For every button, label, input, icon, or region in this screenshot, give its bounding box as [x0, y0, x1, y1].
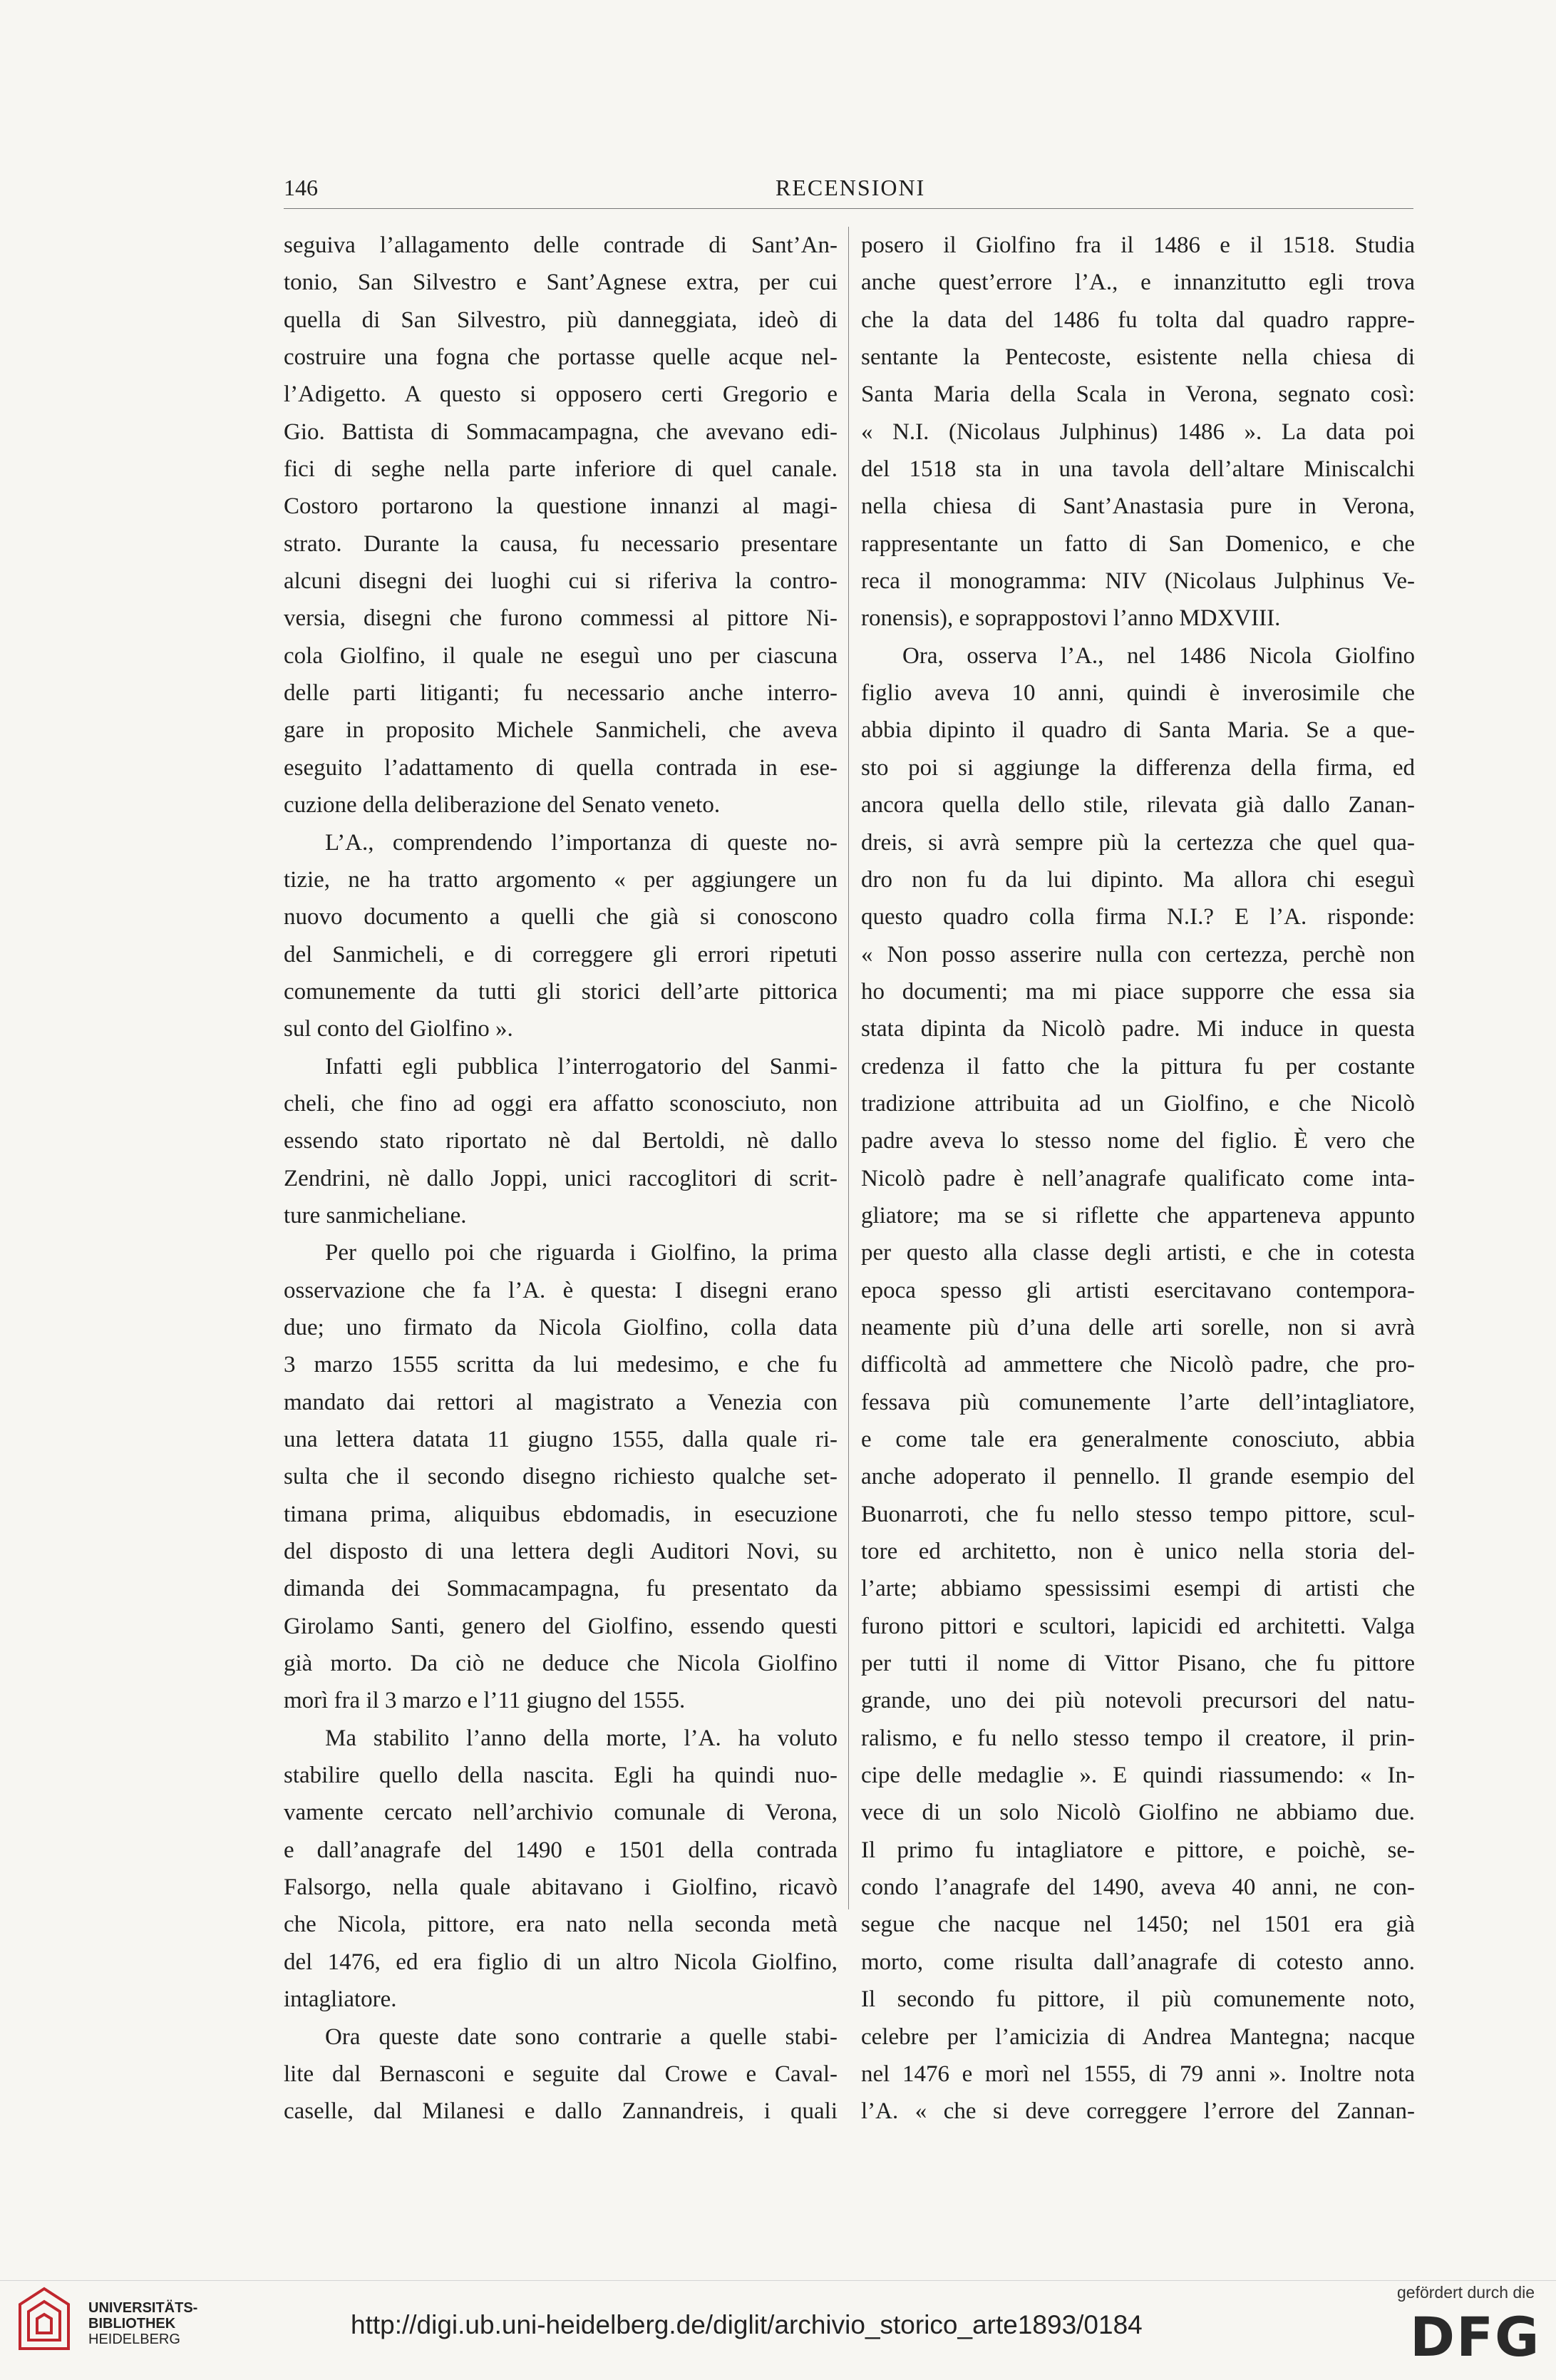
text-line: reca il monogramma: NIV (Nicolaus Julphinus Ve-	[861, 568, 1415, 595]
text-line: Ma stabilito l’anno della morte, l’A. ha voluto	[325, 1725, 838, 1751]
text-line: rappresentante un fatto di San Domenico, e che	[861, 530, 1415, 557]
text-line: figlio aveva 10 anni, quindi è inverosimile che	[861, 680, 1415, 707]
page-number: 146	[284, 175, 318, 200]
text-line: Falsorgo, nella quale abitavano i Giolfino, ricavò	[284, 1874, 838, 1901]
library-name-line-1: UNIVERSITÄTS-	[88, 2300, 198, 2316]
header-rule	[284, 208, 1413, 209]
text-line: dimanda dei Sommacampagna, fu presentato da	[284, 1576, 838, 1602]
text-line: e dall’anagrafe del 1490 e 1501 della contrada	[284, 1837, 838, 1863]
text-line: gliatore; ma se si riflette che apparteneva appunto	[861, 1202, 1415, 1229]
right-text-column	[861, 227, 1415, 2130]
text-line: tonio, San Silvestro e Sant’Agnese extra, per cui	[284, 270, 838, 296]
text-line: L’A., comprendendo l’importanza di queste no-	[325, 829, 838, 856]
text-line: tradizione attribuita ad un Giolfino, e che Nicolò	[861, 1090, 1415, 1117]
text-line: due; uno firmato da Nicola Giolfino, colla data	[284, 1314, 838, 1340]
text-line: « N.I. (Nicolaus Julphinus) 1486 ». La data poi	[861, 419, 1415, 445]
text-line: alcuni disegni dei luoghi cui si riferiva la contro-	[284, 568, 838, 595]
text-line: seguiva l’allagamento delle contrade di Sant’An-	[284, 232, 838, 258]
text-line: ronensis), e soprappostovi l’anno MDXVIII.	[861, 605, 1281, 632]
text-line: Ora, osserva l’A., nel 1486 Nicola Giolfino	[902, 642, 1415, 669]
text-line: caselle, dal Milanesi e dallo Zannandreis, i quali	[284, 2098, 838, 2125]
text-line: vamente cercato nell’archivio comunale di Verona,	[284, 1800, 838, 1826]
library-name-line-3: HEIDELBERG	[88, 2332, 180, 2347]
text-line: abbia dipinto il quadro di Santa Maria. Se a que-	[861, 717, 1415, 744]
dfg-logo: DFG	[1410, 2305, 1541, 2369]
text-line: Nicolò padre è nell’anagrafe qualificato come inta-	[861, 1165, 1415, 1191]
text-line: stabilire quello della nascita. Egli ha quindi nuo-	[284, 1763, 838, 1789]
text-line: difficoltà ad ammettere che Nicolò padre, che pro-	[861, 1352, 1415, 1378]
text-line: del Sanmicheli, e di correggere gli errori ripetuti	[284, 941, 838, 968]
text-line: comunemente da tutti gli storici dell’arte pittorica	[284, 978, 838, 1005]
text-line: cuzione della deliberazione del Senato veneto.	[284, 792, 721, 819]
text-line: furono pittori e scultori, lapicidi ed architetti. Valga	[861, 1613, 1415, 1639]
text-line: Buonarroti, che fu nello stesso tempo pittore, scul-	[861, 1501, 1415, 1527]
text-line: questo quadro colla firma N.I.? E l’A. risponde:	[861, 904, 1415, 930]
text-line: l’arte; abbiamo spessissimi esempi di artisti che	[861, 1576, 1415, 1602]
text-line: che la data del 1486 fu tolta dal quadro rappre-	[861, 307, 1415, 333]
text-line: Il secondo fu pittore, il più comunemente noto,	[861, 1986, 1415, 2013]
text-line: anche quest’errore l’A., e innanzitutto egli trova	[861, 270, 1415, 296]
text-line: segue che nacque nel 1450; nel 1501 era già	[861, 1912, 1415, 1938]
text-line: una lettera datata 11 giugno 1555, dalla quale ri-	[284, 1427, 838, 1452]
text-line: ancora quella dello stile, rilevata già dallo Zanan-	[861, 792, 1415, 819]
text-line: Zendrini, nè dallo Joppi, unici raccoglitori di scrit-	[284, 1165, 838, 1191]
text-line: gare in proposito Michele Sanmicheli, che aveva	[284, 717, 838, 744]
text-line: strato. Durante la causa, fu necessario presentare	[284, 530, 838, 557]
text-line: « Non posso asserire nulla con certezza, perchè non	[861, 941, 1415, 968]
text-line: l’A. « che si deve correggere l’errore del Zannan-	[861, 2098, 1415, 2125]
text-line: per tutti il nome di Vittor Pisano, che fu pittore	[861, 1651, 1415, 1677]
text-line: eseguito l’adattamento di quella contrada in ese-	[284, 754, 838, 781]
text-line: cipe delle medaglie ». E quindi riassumendo: « In-	[861, 1763, 1415, 1789]
text-line: sto poi si aggiunge la differenza della firma, ed	[861, 754, 1415, 781]
text-line: Girolamo Santi, genero del Giolfino, essendo questi	[284, 1613, 838, 1639]
text-line: morì fra il 3 marzo e l’11 giugno del 1555.	[284, 1688, 686, 1714]
text-line: l’Adigetto. A questo si opposero certi Gregorio e	[284, 381, 838, 408]
text-line: cheli, che fino ad oggi era affatto sconosciuto, non	[284, 1090, 838, 1117]
text-line: Per quello poi che riguarda i Giolfino, la prima	[325, 1240, 838, 1266]
text-line: epoca spesso gli artisti esercitavano contempora-	[861, 1277, 1415, 1303]
text-line: morto, come risulta dall’anagrafe di cotesto anno.	[861, 1949, 1415, 1975]
text-line: intagliatore.	[284, 1986, 397, 2013]
text-line: Il primo fu intagliatore e pittore, e poichè, se-	[861, 1837, 1415, 1863]
text-line: già morto. Da ciò ne deduce che Nicola Giolfino	[284, 1651, 838, 1677]
text-line: condo l’anagrafe del 1490, aveva 40 anni, ne con-	[861, 1874, 1415, 1901]
text-line: 3 marzo 1555 scritta da lui medesimo, e che fu	[284, 1352, 838, 1378]
running-title: RECENSIONI	[776, 175, 926, 200]
text-line: ralismo, e fu nello stesso tempo il creatore, il prin-	[861, 1725, 1415, 1751]
text-line: dro non fu da lui dipinto. Ma allora chi eseguì	[861, 866, 1415, 893]
text-line: costruire una fogna che portasse quelle acque nel-	[284, 344, 838, 371]
text-line: cola Giolfino, il quale ne eseguì uno per ciascuna	[284, 642, 838, 669]
text-line: ture sanmicheliane.	[284, 1202, 467, 1229]
text-line: Gio. Battista di Sommacampagna, che avevano edi-	[284, 419, 838, 445]
text-line: posero il Giolfino fra il 1486 e il 1518. Studia	[861, 232, 1415, 258]
text-line: neamente più d’una delle arti sorelle, non si avrà	[861, 1314, 1415, 1340]
text-line: del 1476, ed era figlio di un altro Nicola Giolfino,	[284, 1949, 838, 1975]
library-name	[88, 2300, 197, 2347]
text-line: Ora queste date sono contrarie a quelle stabi-	[325, 2023, 838, 2050]
funder-text: gefördert durch die	[1397, 2283, 1535, 2302]
text-line: fessava più comunemente l’arte dell’intagliatore,	[861, 1389, 1415, 1415]
text-line: stata dipinta da Nicolò padre. Mi induce in questa	[861, 1016, 1415, 1042]
text-line: osservazione che fa l’A. è questa: I disegni erano	[284, 1277, 838, 1303]
page-header	[284, 175, 1413, 203]
text-line: sentante la Pentecoste, esistente nella chiesa di	[861, 344, 1415, 371]
text-line: Infatti egli pubblica l’interrogatorio del Sanmi-	[325, 1053, 838, 1079]
text-line: Santa Maria della Scala in Verona, segnato così:	[861, 381, 1415, 408]
text-line: del 1518 sta in una tavola dell’altare Miniscalchi	[861, 456, 1415, 483]
text-line: sulta che il secondo disegno richiesto qualche set-	[284, 1464, 838, 1490]
library-name-line-2: BIBLIOTHEK	[88, 2316, 176, 2332]
text-line: celebre per l’amicizia di Andrea Mantegna; nacque	[861, 2023, 1415, 2050]
text-line: mandato dai rettori al magistrato a Venezia con	[284, 1389, 838, 1415]
heidelberg-library-logo-icon	[14, 2283, 73, 2354]
text-line: dreis, si avrà sempre più la certezza che quel qua-	[861, 829, 1415, 856]
text-line: versia, disegni che furono commessi al pittore Ni-	[284, 605, 838, 632]
text-line: per questo alla classe degli artisti, e che in cotesta	[861, 1240, 1415, 1266]
text-line: tore ed architetto, non è unico nella storia del-	[861, 1539, 1415, 1565]
text-line: credenza il fatto che la pittura fu per costante	[861, 1053, 1415, 1079]
text-line: essendo stato riportato nè dal Bertoldi, nè dallo	[284, 1128, 838, 1154]
text-line: padre aveva lo stesso nome del figlio. È vero che	[861, 1128, 1415, 1154]
text-line: fici di seghe nella parte inferiore di quel canale.	[284, 456, 838, 483]
text-line: grande, uno dei più notevoli precursori del natu-	[861, 1688, 1415, 1714]
text-line: sul conto del Giolfino ».	[284, 1016, 513, 1042]
text-line: del disposto di una lettera degli Auditori Novi, su	[284, 1539, 838, 1565]
text-line: ho documenti; ma mi piace supporre che essa sia	[861, 978, 1415, 1005]
text-line: e come tale era generalmente conosciuto, abbia	[861, 1427, 1415, 1452]
footer-rule	[0, 2280, 1556, 2281]
text-line: timana prima, aliquibus ebdomadis, in esecuzione	[284, 1501, 838, 1527]
text-line: nuovo documento a quelli che già si conoscono	[284, 904, 838, 930]
text-line: anche adoperato il pennello. Il grande esempio del	[861, 1464, 1415, 1490]
text-line: lite dal Bernasconi e seguite dal Crowe e Caval-	[284, 2061, 838, 2087]
text-line: nel 1476 e morì nel 1555, di 79 anni ». Inoltre nota	[861, 2061, 1415, 2087]
text-line: tizie, ne ha tratto argomento « per aggiungere un	[284, 866, 838, 893]
text-line: delle parti litiganti; fu necessario anche interro-	[284, 680, 838, 707]
column-divider	[848, 227, 849, 1909]
text-line: Costoro portarono la questione innanzi al magi-	[284, 493, 838, 520]
text-line: quella di San Silvestro, più danneggiata, ideò di	[284, 307, 838, 333]
left-text-column	[284, 227, 838, 2130]
text-line: vece di un solo Nicolò Giolfino ne abbiamo due.	[861, 1800, 1415, 1826]
text-line: nella chiesa di Sant’Anastasia pure in Verona,	[861, 493, 1415, 520]
footer-url-link[interactable]: http://digi.ub.uni-heidelberg.de/diglit/archivio_storico_arte1893/0184	[351, 2310, 1143, 2339]
text-line: che Nicola, pittore, era nato nella seconda metà	[284, 1912, 838, 1938]
